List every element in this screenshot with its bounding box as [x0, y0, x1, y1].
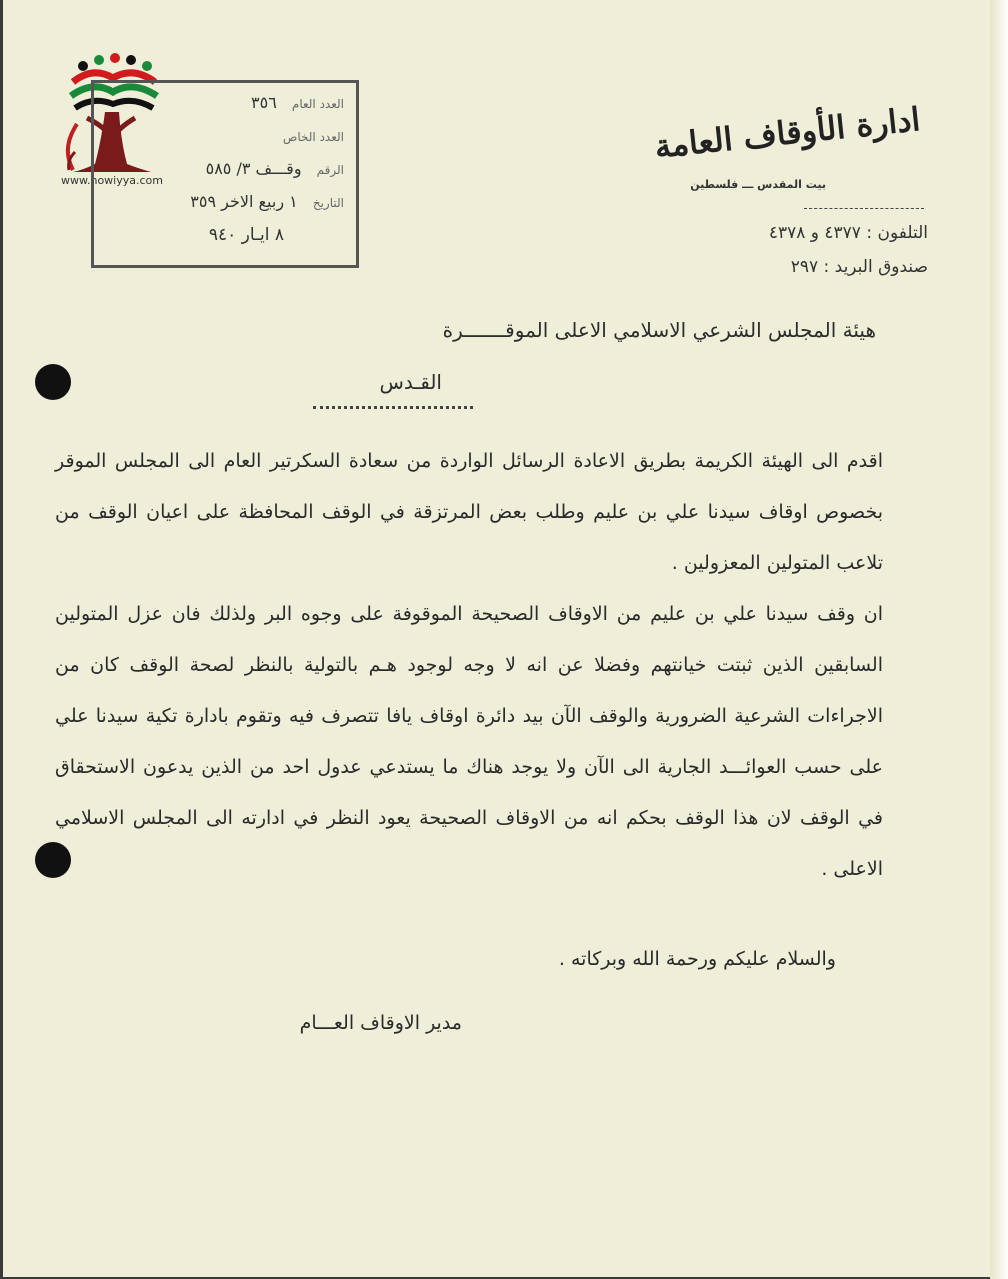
general-number-label: العدد العام — [291, 97, 344, 111]
watermark-url: www.howiyya.com — [61, 174, 163, 187]
date-row — [106, 192, 344, 225]
letterhead-subtitle: بيت المقدس ـــ فلسطين — [690, 178, 826, 191]
gregorian-date-row — [106, 225, 344, 258]
letterhead-divider — [804, 208, 924, 209]
punch-hole-top — [35, 364, 71, 400]
special-number-row — [106, 126, 344, 159]
gregorian-date: ٨ ايـار ٩٤٠ — [208, 225, 284, 245]
registration-stamp — [91, 80, 359, 268]
letterhead — [638, 82, 922, 192]
reference-row — [106, 159, 344, 192]
phone-line: التلفون : ٤٣٧٧ و ٤٣٧٨ — [768, 223, 928, 243]
body-paragraph-2: ان وقف سيدنا علي بن عليم من الاوقاف الصحيحة الموقوفة على وجوه البر ولذلك فان عزل المتولين السابقين الذين ثبتت خيانتهم وفضلا عن انه لا وجه لوجود هـم بالتولية بالنظر لصحة الوقف كان من الاجراءات الشرعية الضرورية والوقف الآن بيد دائرة اوقاف يافا تتصرف فيه وتقوم بادارة تكية سيدنا علي على حسب العوائـــد الجارية الى الآن ولا يوجد هناك ما يستدعي عدول احد من الذين يدعون الاستحقاق في الوقف لان هذا الوقف بحكم انه من الاوقاف الصحيحة يعود النظر في ادارته الى المجلس الاسلامي الاعلى . — [55, 603, 883, 880]
hijri-date: ١ ربيع الاخر ٣٥٩ — [190, 192, 298, 211]
contact-block — [608, 216, 928, 284]
letterhead-title: ادارة الأوقاف العامة — [652, 100, 922, 166]
pobox-line: صندوق البريد : ٢٩٧ — [790, 257, 928, 277]
recipient-name: هيئة المجلس الشرعي الاسلامي الاعلى الموقـــــــرة — [442, 318, 876, 342]
closing-salutation: والسلام عليكم ورحمة الله وبركاته . — [558, 948, 836, 970]
reference-value: وقـــف ٣/ ٥٨٥ — [205, 159, 302, 178]
special-number-label: العدد الخاص — [282, 130, 344, 144]
signature-title: مدير الاوقاف العـــام — [299, 1012, 462, 1034]
date-label: التاريخ — [312, 196, 344, 210]
page-edge — [990, 0, 1008, 1279]
recipient-city: القـدس — [379, 370, 442, 394]
pobox-label: صندوق البريد — [834, 257, 928, 277]
body-paragraph-1: اقدم الى الهيئة الكريمة بطريق الاعادة الرسائل الواردة من سعادة السكرتير العام الى المجلس الموقر بخصوص اوقاف سيدنا علي بن عليم وطلب بعض المرتزقة في الوقف المحافظة على اعيان الوقف من تلاعب المتولين المعزولين . — [55, 450, 883, 574]
general-number-row — [106, 93, 344, 126]
general-number-value: ٣٥٦ — [251, 93, 277, 112]
letter-body — [55, 436, 883, 895]
pobox-value: ٢٩٧ — [790, 257, 819, 277]
phone-value: ٤٣٧٧ و ٤٣٧٨ — [768, 223, 861, 243]
reference-label: الرقم — [316, 163, 344, 177]
city-underline — [313, 406, 473, 409]
phone-label: التلفون — [877, 223, 928, 243]
